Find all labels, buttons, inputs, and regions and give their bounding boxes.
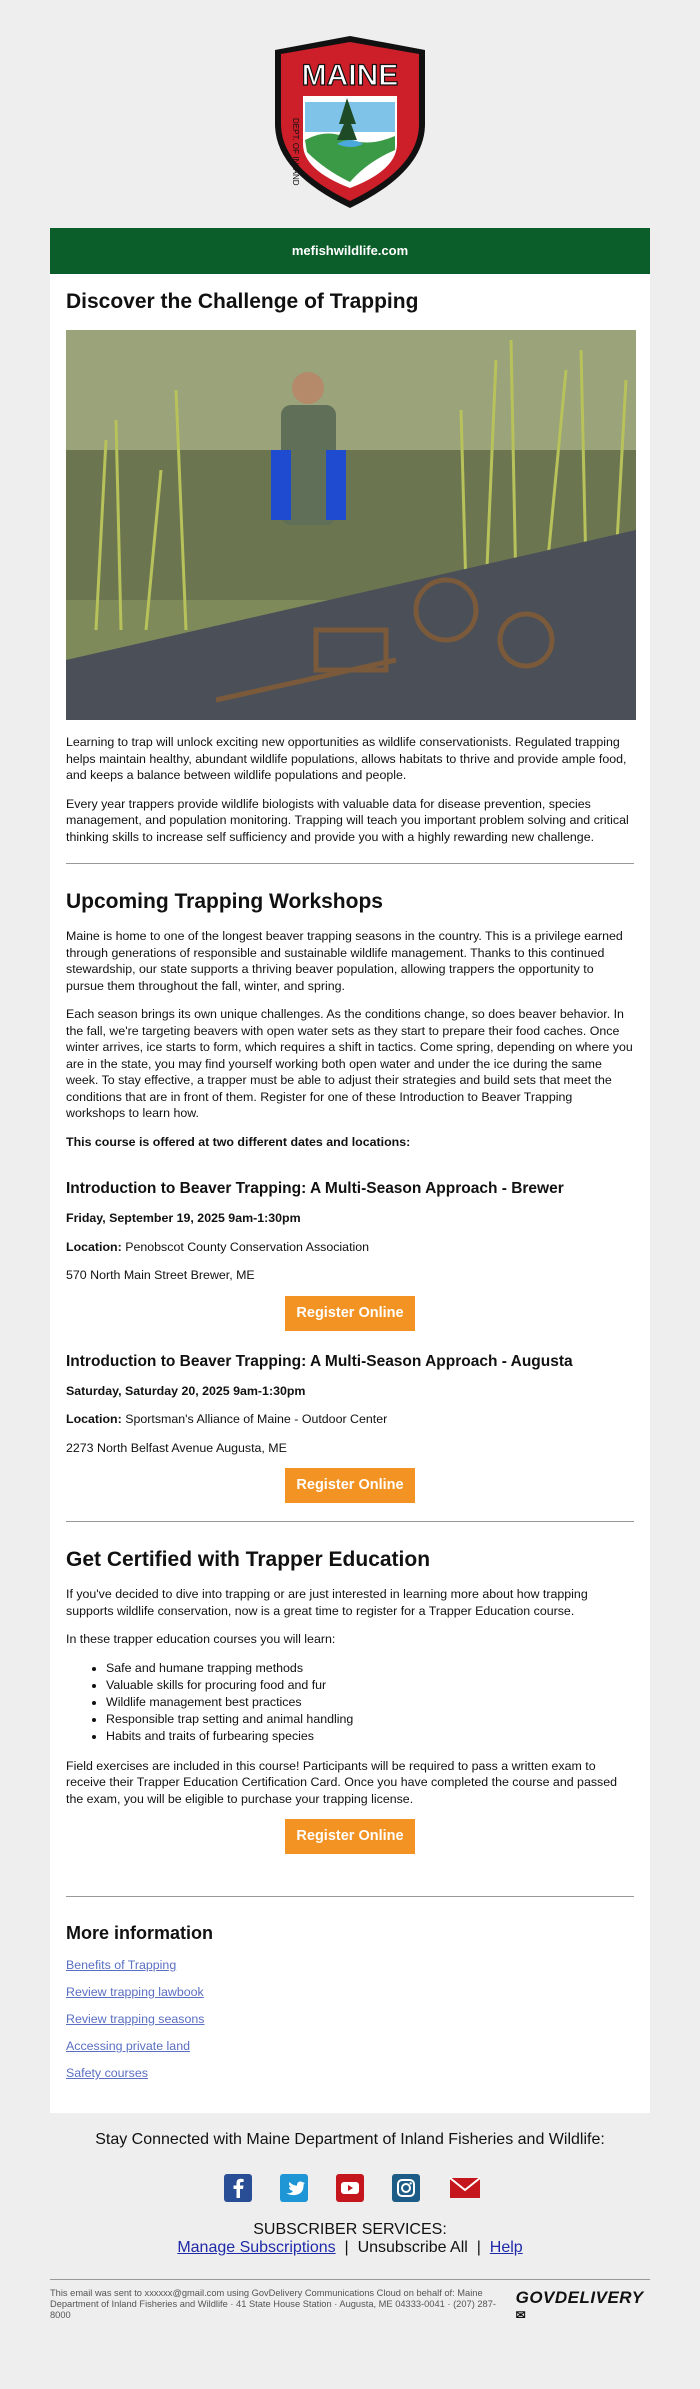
event-location [66,1239,634,1256]
divider [66,1521,634,1522]
instagram-icon[interactable] [392,2174,420,2202]
link-benefits-of-trapping[interactable]: Benefits of Trapping [66,1958,177,1973]
course-topics-list [66,1660,634,1746]
event-location [66,1411,634,1428]
legal-footer [50,2279,650,2328]
event-location-value: Sportsman's Alliance of Maine - Outdoor Center [125,1412,388,1426]
logo-ring-text-left: DEPT. OF INLAND [291,118,300,186]
workshops-paragraph-1: Maine is home to one of the longest beaver trapping seasons in the country. This is a privilege earned through generations of responsible and sustainable wildlife management. Thanks to this continued stewardship, our state supports a thriving beaver population, allowing trappers the opportunity to pursue them throughout the fall, winter, and spring. [66,929,623,993]
event-address: 570 North Main Street Brewer, ME [66,1268,255,1282]
workshops-title: Upcoming Trapping Workshops [66,890,383,913]
separator: | [476,2239,481,2257]
maine-ifw-logo[interactable] [267,32,433,212]
list-item: • Habits and traits of furbearing species [106,1728,634,1745]
list-item: • Responsible trap setting and animal handling [106,1711,634,1728]
intro-paragraph-2: Every year trappers provide wildlife biologists with valuable data for disease prevention, species management, and population monitoring. Trapping will teach you important problem solving and critical thinking skills to increase self sufficiency and provide you with a highly rewarding new challenge. [66,796,629,844]
certified-paragraph-2: In these trapper education courses you will learn: [66,1632,336,1646]
govdelivery-brand: GOVDELIVERY [515,2288,644,2308]
register-button-augusta[interactable]: Register Online [285,1468,415,1503]
stay-connected-text: Stay Connected with Maine Department of Inland Fisheries and Wildlife: [95,2131,605,2149]
event-augusta [66,1353,634,1504]
list-item: • Wildlife management best practices [106,1694,634,1711]
link-trapping-lawbook[interactable]: Review trapping lawbook [66,1985,204,2000]
link-safety-courses[interactable]: Safety courses [66,2066,148,2081]
event-title: Introduction to Beaver Trapping: A Multi-Season Approach - Brewer [66,1180,564,1197]
divider [66,863,634,864]
list-item: • Safe and humane trapping methods [106,1660,634,1677]
twitter-icon[interactable] [280,2174,308,2202]
speech-bubble-icon: ✉ [515,2308,527,2323]
youtube-icon[interactable] [336,2174,364,2202]
event-address: 2273 North Belfast Avenue Augusta, ME [66,1440,287,1455]
email-icon[interactable] [448,2174,476,2202]
more-info-title: More information [66,1923,213,1944]
site-banner[interactable]: mefishwildlife.com [50,228,650,274]
subscriber-services-label: SUBSCRIBER SERVICES: [253,2221,447,2239]
intro-title: Discover the Challenge of Trapping [66,290,419,313]
intro-paragraph-1: Learning to trap will unlock exciting new opportunities as wildlife conservationists. Regulated trapping helps maintain healthy, abundant wildlife populations, allows habitats to thrive and provide ample food, and keeps a balance between wildlife populations and people. [66,735,627,782]
subscriber-services [50,2221,650,2257]
list-item: • Valuable skills for procuring food and fur [106,1677,634,1694]
link-trapping-seasons[interactable]: Review trapping seasons [66,2012,205,2027]
event-brewer [66,1180,634,1331]
unsubscribe-all-link[interactable]: Unsubscribe All [357,2239,468,2257]
facebook-icon[interactable] [224,2174,252,2202]
logo-area [50,0,650,228]
footer [50,2113,650,2328]
workshops-offered: This course is offered at two different dates and locations: [66,1134,411,1149]
event-location-value: Penobscot County Conservation Association [125,1239,370,1254]
email-content [50,274,650,2113]
govdelivery-logo[interactable] [516,2288,650,2328]
logo-title: MAINE [301,59,399,92]
location-label: Location: [66,1412,122,1426]
register-button-trapper-ed[interactable]: Register Online [285,1819,415,1854]
certified-paragraph-3: Field exercises are included in this course! Participants will be required to pass a written exam to receive their Trapper Education Certification Card. Once you have completed the course and passed the exam, you will be eligible to purchase your trapping license. [66,1758,618,1806]
location-label: Location: [66,1239,122,1254]
divider [66,1896,634,1897]
social-links [50,2173,650,2203]
legal-text: This email was sent to xxxxxx@gmail.com using GovDelivery Communications Cloud on behalf of: Maine Department of Inland Fisheries and Wildlife · 41 State House Station · Augusta, ME 04333-0041 · (207) 287-8000 [50,2288,496,2321]
event-title: Introduction to Beaver Trapping: A Multi-Season Approach - Augusta [66,1352,573,1370]
workshops-paragraph-2: Each season brings its own unique challenges. As the conditions change, so does beaver behavior. In the fall, we're targeting beavers with open water sets as they start to prepare their food caches. Once winter arrives, ice starts to form, which requires a shift in tactics. Come spring, depending on where you are in the state, you may find yourself working both open water and under the ice during the same week. To stay effective, a trapper must be able to adjust their strategies and build sets that meet the conditions that are in front of them. Register for one of these Introduction to Beaver Trapping workshops to learn how. [66,1007,633,1120]
certified-paragraph-1: If you've decided to dive into trapping or are just interested in learning more about how trapping supports wildlife conservation, now is a great time to register for a Trapper Education course. [66,1587,588,1618]
link-private-land[interactable]: Accessing private land [66,2039,190,2054]
help-link[interactable]: Help [489,2239,523,2257]
register-button-brewer[interactable]: Register Online [285,1296,415,1331]
event-date: Saturday, Saturday 20, 2025 9am-1:30pm [66,1383,306,1398]
more-info-links [66,1958,634,2080]
separator: | [344,2239,349,2257]
certified-title: Get Certified with Trapper Education [66,1548,431,1571]
manage-subscriptions-link[interactable]: Manage Subscriptions [177,2239,336,2257]
hero-image [66,330,636,720]
event-date: Friday, September 19, 2025 9am-1:30pm [66,1211,301,1225]
